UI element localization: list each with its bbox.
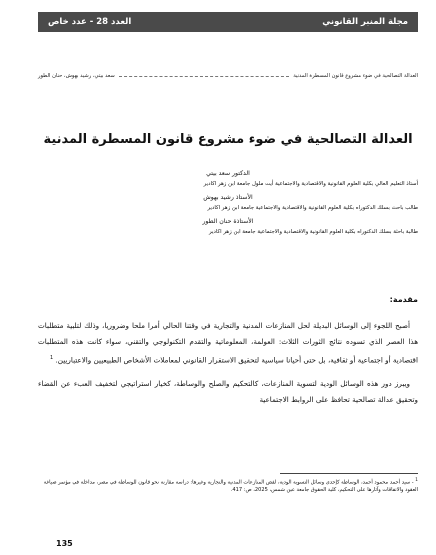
author-block xyxy=(38,170,418,242)
footnote-number: 1 xyxy=(415,478,418,483)
paragraph xyxy=(38,318,418,368)
article-title: العدالة التصالحية في ضوء مشروع قانون المسطرة المدنية xyxy=(43,132,413,147)
author-name: الدكتور سعد بيتي xyxy=(206,170,250,177)
running-head xyxy=(38,70,418,82)
issue-label: العدد 28 - عدد خاص xyxy=(48,17,132,27)
journal-header-band xyxy=(38,12,418,32)
author-name: الأستاذ رشيد بهوش xyxy=(203,194,253,202)
paragraph-text: أصبح اللجوء إلى الوسائل البديلة لحل المنازعات المدنية والتجارية في وقتنا الحالي أمرا ملحا وضروريا، وذلك لتلبية متطلبات هذا العصر الذي تسوده نتائج الثورات الثلاث: العولمة، المعلوماتية والتقدم التكنولوجي والتقني، سواء كانت هذه المتطلبات اقتصادية أو اجتماعية أو ثقافية، بل حتى أحيانا سياسية لتحقيق الاستقرار القانوني لمعاملات الأشخاص الطبيعيين والاعتباريين. xyxy=(38,321,418,365)
paragraph xyxy=(38,376,418,408)
author-name: الأستاذة حنان الطور xyxy=(202,218,254,226)
paragraph-text: ويبرز دور هذه الوسائل الودية لتسوية المنازعات، كالتحكيم والصلح والوساطة، كخيار استراتيجي لتخفيف العبء عن القضاء وتحقيق عدالة تصالحية تحافظ على الروابط الاجتماعية xyxy=(38,379,418,405)
author-affiliation: أستاذ التعليم العالي بكلية العلوم القانونية والاقتصادية والاجتماعية أيت ملول جامعة ابن زهر اكادير xyxy=(203,181,418,188)
section-heading: مقدمة: xyxy=(389,295,418,304)
footnote-divider xyxy=(280,473,418,474)
running-head-divider xyxy=(119,76,290,77)
body-text xyxy=(38,318,418,416)
journal-name: مجلة المنبر القانوني xyxy=(322,17,408,27)
author-affiliation: طالبة باحثة بسلك الدكتوراه بكلية العلوم القانونية والاقتصادية والاجتماعية جامعة ابن زهر اكادير xyxy=(209,229,418,236)
running-head-article: العدالة التصالحية في ضوء مشروع قانون المسطرة المدنية xyxy=(293,73,418,79)
footnote xyxy=(38,478,418,494)
author-affiliation: طالب باحث بسلك الدكتوراه بكلية العلوم القانونية والاقتصادية والاجتماعية جامعة ابن زهر اكادير xyxy=(207,205,418,212)
page-number: 135 xyxy=(56,539,73,548)
running-head-authors: سعد بيتي، رشيد بهوش، حنان الطور xyxy=(38,73,115,79)
footnote-text: - سيد أحمد محمود أحمد، الوساطة كإحدى وسائل التسوية الودية، لفض المنازعات المدنية والتجارية وغيرها: دراسة مقارنة نحو قانون للوساطة في مصر، مداخلة في مؤتمر صياغة العقود والاتفاقات وآثارها على التحكيم، كلية الحقوق جامعة عين شمس، 2025، ص: 417. xyxy=(43,479,418,494)
footnote-reference[interactable]: 1 xyxy=(50,355,54,361)
